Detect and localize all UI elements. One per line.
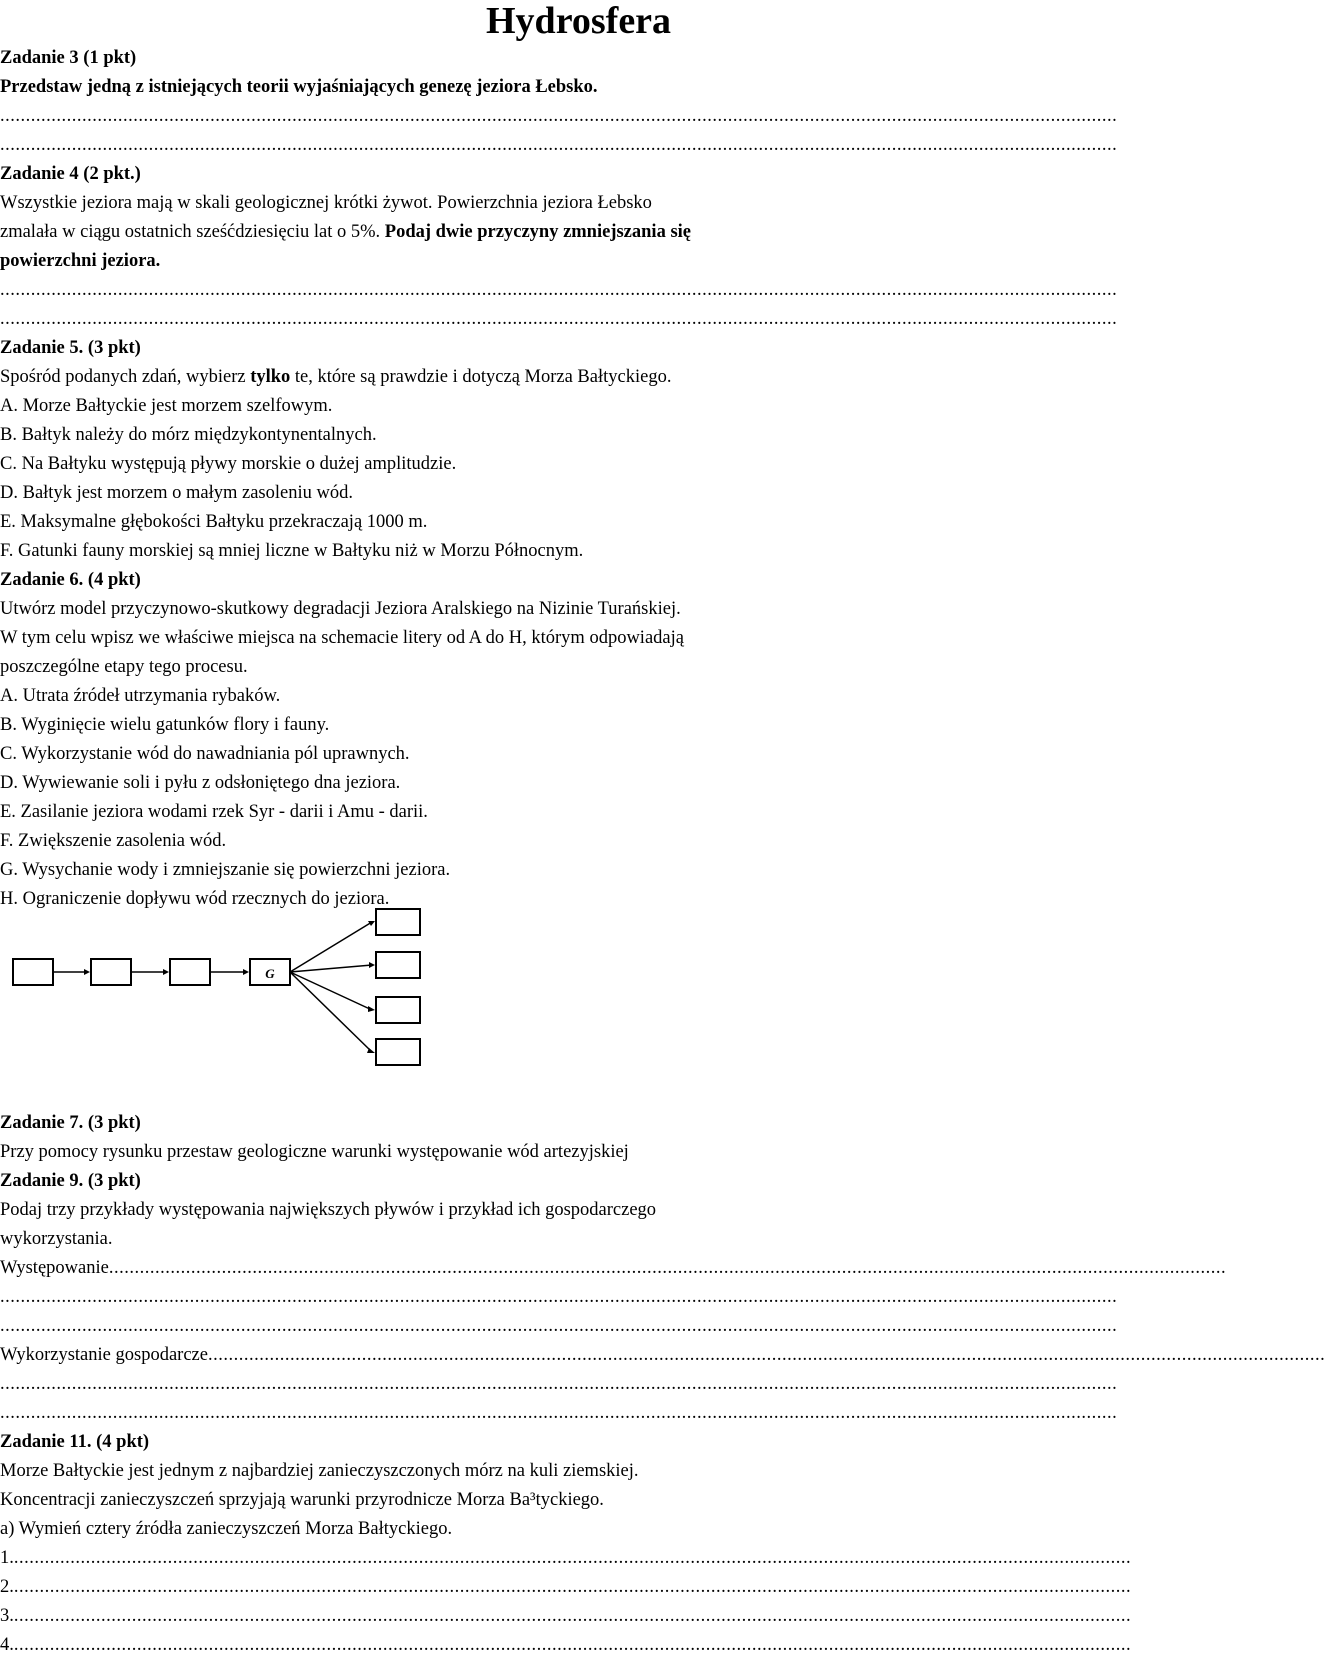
task11-text: a) Wymień cztery źródła zanieczyszczeń Morza Bałtyckiego.: [0, 1519, 453, 1539]
diagram-box-3[interactable]: [170, 959, 210, 985]
diagram-arrow: [290, 965, 372, 972]
task3-question: Przedstaw jedną z istniejących teorii wyjaśniających genezę jeziora Łebsko.: [0, 77, 598, 97]
task5-option: A. Morze Bałtyckie jest morzem szelfowym.: [0, 396, 333, 416]
diagram-box-2[interactable]: [91, 959, 131, 985]
task11-heading: Zadanie 11. (4 pkt): [0, 1432, 150, 1452]
document-content: [0, 44, 1325, 1660]
diagram-arrow: [290, 972, 372, 1052]
diagram-arrow: [290, 972, 372, 1010]
task5-option: D. Bałtyk jest morzem o małym zasoleniu wód.: [0, 483, 353, 503]
task6-heading: Zadanie 6. (4 pkt): [0, 570, 141, 590]
task11-text: Morze Bałtyckie jest jednym z najbardziej zanieczyszczonych mórz na kuli ziemskiej.: [0, 1461, 639, 1481]
task4-text: Wszystkie jeziora mają w skali geologicznej krótki żywot. Powierzchnia jeziora Łebsko: [0, 193, 652, 213]
task6-option: C. Wykorzystanie wód do nawadniania pól uprawnych.: [0, 744, 410, 764]
answer-line[interactable]: ..........................................................................................................................................................................................................................: [0, 135, 1118, 155]
cause-effect-diagram: [0, 914, 950, 1109]
page-title: Hydrosfera: [486, 0, 672, 42]
task3-heading: Zadanie 3 (1 pkt): [0, 48, 137, 68]
task6-option: F. Zwiększenie zasolenia wód.: [0, 831, 227, 851]
task6-option: G. Wysychanie wody i zmniejszanie się powierzchni jeziora.: [0, 860, 451, 880]
task11-text: Koncentracji zanieczyszczeń sprzyjają warunki przyrodnicze Morza Ba³tyckiego.: [0, 1490, 604, 1510]
answer-line[interactable]: ..........................................................................................................................................................................................................................: [0, 309, 1118, 329]
task9-occurrence-field[interactable]: Występowanie ..........................................................................................................................................................................................................................: [0, 1258, 1227, 1278]
answer-line[interactable]: ..........................................................................................................................................................................................................................: [0, 1403, 1118, 1423]
task5-heading: Zadanie 5. (3 pkt): [0, 338, 141, 358]
task9-heading: Zadanie 9. (3 pkt): [0, 1171, 141, 1191]
diagram-box-branch-2[interactable]: [376, 952, 420, 978]
task9-economic-use-field[interactable]: Wykorzystanie gospodarcze ..........................................................................................................................................................................................................................: [0, 1345, 1325, 1365]
answer-line[interactable]: ..........................................................................................................................................................................................................................: [0, 1374, 1118, 1394]
task7-heading: Zadanie 7. (3 pkt): [0, 1113, 141, 1133]
diagram-svg: [0, 914, 950, 1109]
task4-text: powierzchni jeziora.: [0, 251, 161, 271]
task7-question: Przy pomocy rysunku przestaw geologiczne warunki występowanie wód artezyjskiej: [0, 1142, 629, 1162]
task5-option: E. Maksymalne głębokości Bałtyku przekraczają 1000 m.: [0, 512, 428, 532]
task6-intro: poszczególne etapy tego procesu.: [0, 657, 248, 677]
task11-answer-1[interactable]: 1. ..........................................................................................................................................................................................................................: [0, 1548, 1132, 1568]
task11-answer-2[interactable]: 2. ..........................................................................................................................................................................................................................: [0, 1577, 1132, 1597]
answer-line[interactable]: ..........................................................................................................................................................................................................................: [0, 1316, 1118, 1336]
answer-line[interactable]: ..........................................................................................................................................................................................................................: [0, 106, 1118, 126]
task9-text: Podaj trzy przykłady występowania największych pływów i przykład ich gospodarczego: [0, 1200, 657, 1220]
task11-answer-4[interactable]: 4. ..........................................................................................................................................................................................................................: [0, 1635, 1132, 1655]
answer-line[interactable]: ..........................................................................................................................................................................................................................: [0, 1287, 1118, 1307]
diagram-box-branch-4[interactable]: [376, 1039, 420, 1065]
diagram-arrow: [290, 922, 372, 972]
task11-answer-3[interactable]: 3. ..........................................................................................................................................................................................................................: [0, 1606, 1132, 1626]
task9-text: wykorzystania.: [0, 1229, 113, 1249]
diagram-label-g: G: [265, 966, 275, 981]
task6-option: B. Wyginięcie wielu gatunków flory i fauny.: [0, 715, 330, 735]
task6-option: E. Zasilanie jeziora wodami rzek Syr - darii i Amu - darii.: [0, 802, 428, 822]
diagram-box-1[interactable]: [13, 959, 53, 985]
task6-intro: W tym celu wpisz we właściwe miejsca na schemacie litery od A do H, którym odpowiadają: [0, 628, 684, 648]
task4-text: zmalała w ciągu ostatnich sześćdziesięciu lat o 5%. Podaj dwie przyczyny zmniejszania się: [0, 222, 692, 242]
task6-option: D. Wywiewanie soli i pyłu z odsłoniętego dna jeziora.: [0, 773, 401, 793]
diagram-box-branch-3[interactable]: [376, 997, 420, 1023]
answer-line[interactable]: ..........................................................................................................................................................................................................................: [0, 280, 1118, 300]
task5-option: B. Bałtyk należy do mórz międzykontynentalnych.: [0, 425, 377, 445]
task5-question: Spośród podanych zdań, wybierz tylko te, które są prawdzie i dotyczą Morza Bałtyckiego.: [0, 367, 672, 387]
task6-option: H. Ograniczenie dopływu wód rzecznych do jeziora.: [0, 889, 390, 909]
task5-option: F. Gatunki fauny morskiej są mniej liczne w Bałtyku niż w Morzu Północnym.: [0, 541, 584, 561]
diagram-box-branch-1[interactable]: [376, 909, 420, 935]
task6-option: A. Utrata źródeł utrzymania rybaków.: [0, 686, 281, 706]
task6-intro: Utwórz model przyczynowo-skutkowy degradacji Jeziora Aralskiego na Nizinie Turańskiej.: [0, 599, 681, 619]
task5-option: C. Na Bałtyku występują pływy morskie o dużej amplitudzie.: [0, 454, 457, 474]
task4-heading: Zadanie 4 (2 pkt.): [0, 164, 141, 184]
